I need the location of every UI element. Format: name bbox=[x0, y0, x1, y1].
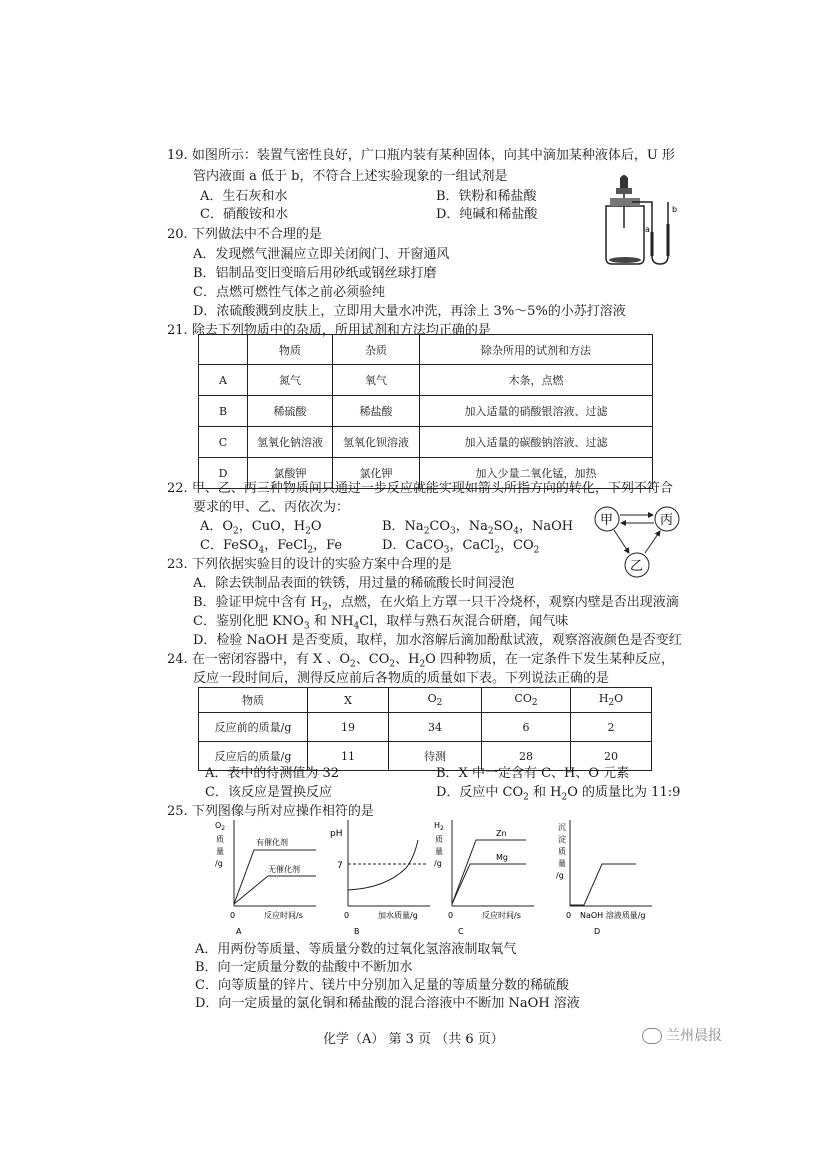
svg-text:NaOH 溶液质量/g: NaOH 溶液质量/g bbox=[580, 911, 646, 920]
q22-option-a: A．$O_2$，CuO，$H_2O$ bbox=[200, 519, 322, 537]
label-a: a bbox=[645, 225, 650, 234]
q19-stem-2: 管内液面 a 低于 b，不符合上述实验现象的一组试剂是 bbox=[193, 169, 508, 184]
q23-option-c: C．鉴别化肥 $KNO_3$ 和 $NH_4Cl$，取样与熟石灰混合研磨，闻气味 bbox=[193, 614, 569, 632]
q19-option-a: A．生石灰和水 bbox=[200, 189, 288, 204]
label-without-catalyst: 无催化剂 bbox=[268, 865, 300, 874]
svg-text:沉: 沉 bbox=[558, 823, 566, 832]
q19-option-d: D．纯碱和稀盐酸 bbox=[436, 207, 538, 222]
q20-option-a: A．发现燃气泄漏应立即关闭阀门、开窗通风 bbox=[193, 247, 450, 262]
cell: $CO_2$ bbox=[482, 688, 571, 713]
q24-option-a: A．表中的待测值为 32 bbox=[205, 766, 340, 781]
q22-line1 bbox=[167, 481, 673, 497]
zn-curve bbox=[452, 840, 526, 904]
q20-number: 20. bbox=[167, 227, 188, 242]
q23-option-b: B．验证甲烷中含有 $H_2$，点燃，在火焰上方罩一只干冷烧杯，观察内壁是否出现液滴 bbox=[193, 595, 679, 613]
svg-text:0: 0 bbox=[448, 911, 454, 920]
q23-option-a: A．除去铁制品表面的铁锈，用过量的稀硫酸长时间浸泡 bbox=[193, 576, 515, 591]
cell: 物质 bbox=[199, 688, 308, 713]
q19-stem-1: 如图所示：装置气密性良好，广口瓶内装有某种固体，向其中滴加某种液体后，U 形 bbox=[191, 148, 675, 163]
cell: 氯酸钾 bbox=[248, 458, 333, 489]
wide-mouth-bottle bbox=[606, 206, 644, 264]
svg-text:pH: pH bbox=[330, 829, 343, 839]
q24-stem-2: 反应一段时间后，测得反应前后各物质的质量如下表。下列说法正确的是 bbox=[193, 671, 610, 686]
q25-graph-d bbox=[540, 816, 662, 938]
svg-text:H2: $H_2$ bbox=[434, 821, 444, 832]
svg-text:质: 质 bbox=[435, 835, 443, 844]
cell: D bbox=[199, 458, 248, 489]
table-row bbox=[199, 396, 653, 427]
cell: 6 bbox=[482, 713, 571, 742]
q25-graph-a bbox=[212, 816, 322, 938]
q22-option-b: B．$Na_2CO_3$，$Na_2SO_4$，NaOH bbox=[382, 519, 574, 537]
svg-text:/g: /g bbox=[556, 871, 564, 880]
q24-line1: 24. 在一密闭容器中，有 X 、$O_2$、$CO_2$、$H_2O$ 四种物质，在一定条件下发生某种反应， bbox=[167, 652, 674, 670]
q20-line1 bbox=[167, 227, 322, 243]
chat-bubble-icon bbox=[642, 1028, 662, 1044]
q24-option-c: C．该反应是置换反应 bbox=[205, 785, 332, 800]
cell: 2 bbox=[571, 713, 652, 742]
label-with-catalyst: 有催化剂 bbox=[256, 838, 288, 847]
q24-header-row bbox=[199, 688, 652, 713]
cell: 氧气 bbox=[333, 365, 420, 396]
q21-header-0 bbox=[199, 335, 248, 365]
page-footer: 化学（A） 第 3 页 （共 6 页） bbox=[323, 1032, 504, 1047]
q24-option-d: D．反应中 $CO_2$ 和 $H_2O$ 的质量比为 11:9 bbox=[436, 785, 681, 803]
u-tube bbox=[632, 202, 668, 264]
svg-text:质: 质 bbox=[558, 847, 566, 856]
q23-line1 bbox=[167, 557, 452, 573]
cell: 木条，点燃 bbox=[420, 365, 653, 396]
q23-option-d: D．检验 NaOH 是否变质，取样，加水溶解后滴加酚酞试液，观察溶液颜色是否变红 bbox=[193, 633, 682, 648]
q24-table bbox=[198, 687, 652, 771]
svg-text:C: C bbox=[458, 927, 464, 936]
svg-text:0: 0 bbox=[566, 911, 572, 920]
svg-text:量: 量 bbox=[435, 847, 443, 856]
q20-option-c: C．点燃可燃性气体之前必须验纯 bbox=[193, 285, 385, 300]
svg-text:反应时间/s: 反应时间/s bbox=[482, 911, 521, 920]
q25-stem: 下列图像与所对应操作相符的是 bbox=[191, 804, 374, 819]
cell: 20 bbox=[571, 742, 652, 771]
cell: 氢氧化钡溶液 bbox=[333, 427, 420, 458]
q25-graph-c bbox=[430, 816, 540, 938]
q19-option-c: C．硝酸铵和水 bbox=[200, 207, 288, 222]
cell: 加入适量的碳酸钠溶液、过滤 bbox=[420, 427, 653, 458]
cell: 氮气 bbox=[248, 365, 333, 396]
q25-option-c: C．向等质量的锌片、镁片中分别加入足量的等质量分数的稀硫酸 bbox=[195, 978, 569, 993]
q20-stem: 下列做法中不合理的是 bbox=[191, 227, 322, 242]
q25-option-a: A．用两份等质量、等质量分数的过氧化氢溶液制取氧气 bbox=[195, 942, 517, 957]
node-bing: 丙 bbox=[660, 513, 674, 528]
cell: 加入少量二氧化锰，加热 bbox=[420, 458, 653, 489]
q25-option-d: D．向一定质量的氯化铜和稀盐酸的混合溶液中不断加 NaOH 溶液 bbox=[195, 996, 580, 1011]
q23-stem: 下列依据实验目的设计的实验方案中合理的是 bbox=[191, 557, 452, 572]
cell: $O_2$ bbox=[389, 688, 482, 713]
cell: C bbox=[199, 427, 248, 458]
cell: 反应前的质量/g bbox=[199, 713, 308, 742]
watermark: 兰州晨报 bbox=[642, 1025, 722, 1045]
q20-option-d: D．浓硫酸溅到皮肤上，立即用大量水冲洗，再涂上 3%～5%的小苏打溶液 bbox=[193, 304, 626, 319]
q19-apparatus-diagram bbox=[594, 172, 680, 268]
q21-header-2: 杂质 bbox=[333, 335, 420, 365]
cell: A bbox=[199, 365, 248, 396]
cell: 氢氧化钠溶液 bbox=[248, 427, 333, 458]
q22-option-c: C．FeSO$_4$，FeCl$_2$，Fe bbox=[200, 538, 343, 556]
catalyst-curve bbox=[234, 850, 316, 904]
q21-number: 21. bbox=[167, 323, 188, 338]
dropping-funnel bbox=[620, 175, 628, 188]
table-row bbox=[199, 365, 653, 396]
q22-stem-2: 要求的甲、乙、丙依次为： bbox=[193, 500, 350, 515]
mg-curve bbox=[452, 864, 526, 904]
label-zn: Zn bbox=[496, 829, 507, 838]
node-yi: 乙 bbox=[630, 559, 644, 574]
no-catalyst-curve bbox=[234, 876, 316, 904]
svg-text:0: 0 bbox=[230, 911, 236, 920]
node-jia: 甲 bbox=[600, 513, 614, 528]
cell: 28 bbox=[482, 742, 571, 771]
q21-header-3: 除杂所用的试剂和方法 bbox=[420, 335, 653, 365]
q22-conversion-diagram bbox=[588, 503, 686, 581]
svg-text:反应时间/s: 反应时间/s bbox=[264, 911, 303, 920]
svg-text:量: 量 bbox=[216, 847, 224, 856]
label-b: b bbox=[672, 205, 678, 214]
svg-text:淀: 淀 bbox=[558, 835, 566, 844]
q21-table bbox=[198, 334, 653, 489]
q21-header-1: 物质 bbox=[248, 335, 333, 365]
q19-option-b: B．铁粉和稀盐酸 bbox=[436, 189, 537, 204]
q19-line1 bbox=[167, 148, 675, 164]
label-mg: Mg bbox=[496, 853, 508, 862]
cell: 稀硫酸 bbox=[248, 396, 333, 427]
q25-number: 25. bbox=[167, 804, 188, 819]
q22-option-d: D．CaCO$_3$，CaCl$_2$，$CO_2$ bbox=[382, 538, 540, 556]
q23-number: 23. bbox=[167, 557, 188, 572]
q22-number: 22. bbox=[167, 481, 188, 496]
cell: 稀盐酸 bbox=[333, 396, 420, 427]
cell: 34 bbox=[389, 713, 482, 742]
cell: 反应后的质量/g bbox=[199, 742, 308, 771]
svg-text:O2: $O_2$ bbox=[215, 821, 226, 832]
cell: X bbox=[308, 688, 389, 713]
cell: $H_2O$ bbox=[571, 688, 652, 713]
cell: B bbox=[199, 396, 248, 427]
svg-text:/g: /g bbox=[434, 859, 442, 868]
cell: 待测 bbox=[389, 742, 482, 771]
q24-number: 24. bbox=[167, 652, 188, 667]
svg-text:质: 质 bbox=[216, 835, 224, 844]
ph-curve bbox=[348, 840, 418, 890]
q25-option-b: B．向一定质量分数的盐酸中不断加水 bbox=[195, 960, 413, 975]
svg-text:/g: /g bbox=[215, 859, 223, 868]
q22-stem-1: 甲、乙、丙三种物质间只通过一步反应就能实现如箭头所指方向的转化，下列不符合 bbox=[191, 481, 673, 496]
svg-text:加水质量/g: 加水质量/g bbox=[378, 911, 418, 920]
table-row bbox=[199, 427, 653, 458]
svg-text:A: A bbox=[236, 927, 242, 936]
cell: 加入适量的硝酸银溶液、过滤 bbox=[420, 396, 653, 427]
svg-text:7: 7 bbox=[337, 861, 343, 871]
q25-graph-b bbox=[326, 816, 438, 938]
q24-option-b: B．X 中一定含有 C、H、O 元素 bbox=[436, 766, 630, 781]
q21-stem: 除去下列物质中的杂质，所用试剂和方法均正确的是 bbox=[191, 323, 491, 338]
svg-text:量: 量 bbox=[558, 859, 566, 868]
q21-header-row bbox=[199, 335, 653, 365]
q20-option-b: B．铝制品变旧变暗后用砂纸或钢丝球打磨 bbox=[193, 266, 437, 281]
q19-number: 19. bbox=[167, 148, 188, 163]
svg-text:0: 0 bbox=[344, 911, 350, 920]
cell: 氯化钾 bbox=[333, 458, 420, 489]
svg-text:D: D bbox=[594, 927, 601, 936]
cell: 19 bbox=[308, 713, 389, 742]
svg-text:B: B bbox=[354, 927, 360, 936]
table-row bbox=[199, 713, 652, 742]
cell: 11 bbox=[308, 742, 389, 771]
precipitate-curve bbox=[570, 864, 636, 905]
